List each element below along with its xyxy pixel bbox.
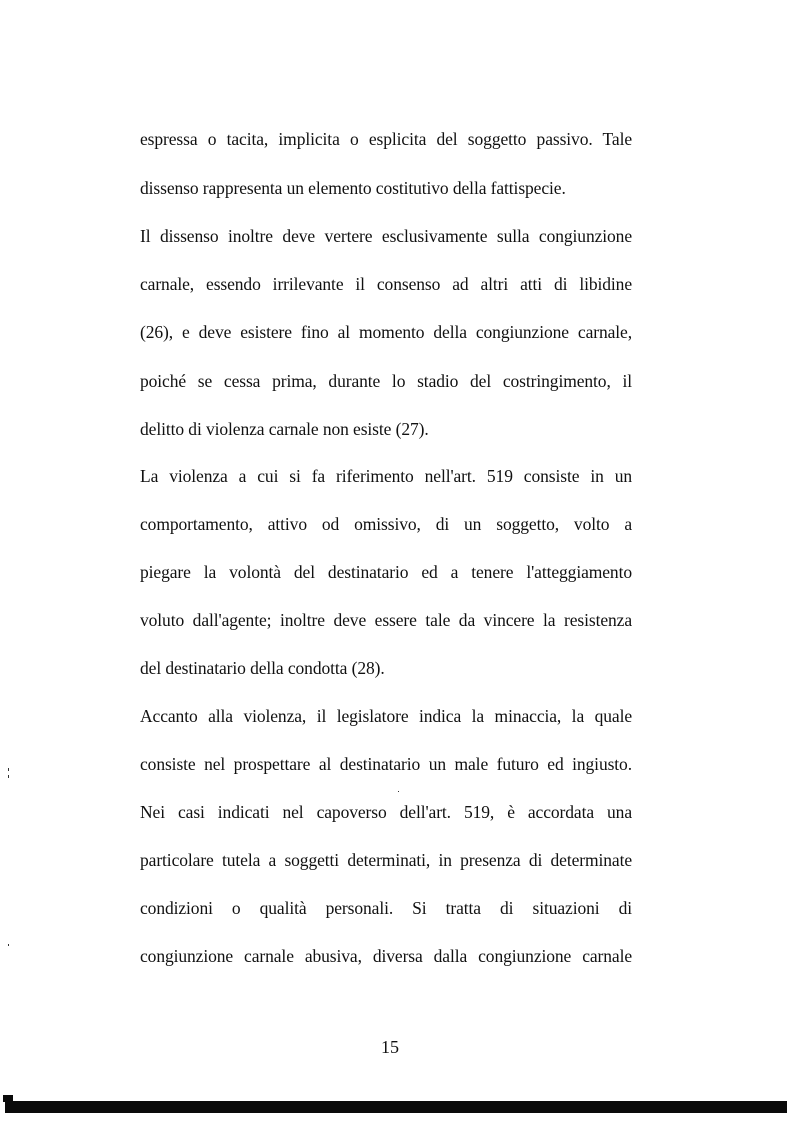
text-line-3: Il dissenso inoltre deve vertere esclusivamente sulla congiunzione xyxy=(140,226,632,246)
text-line-11: voluto dall'agente; inoltre deve essere tale da vincere la resistenza xyxy=(140,610,632,630)
page-number: 15 xyxy=(381,1037,399,1057)
text-line-18: congiunzione carnale abusiva, diversa dalla congiunzione carnale xyxy=(140,946,632,966)
text-line-5: (26), e deve esistere fino al momento della congiunzione carnale, xyxy=(140,322,632,342)
text-line-4: carnale, essendo irrilevante il consenso ad altri atti di libidine xyxy=(140,274,632,294)
text-line-12: del destinatario della condotta (28). xyxy=(140,658,385,678)
text-line-6: poiché se cessa prima, durante lo stadio del costringimento, il xyxy=(140,371,632,391)
text-line-17: condizioni o qualità personali. Si tratta di situazioni di xyxy=(140,898,632,918)
text-line-13: Accanto alla violenza, il legislatore indica la minaccia, la quale xyxy=(140,706,632,726)
text-line-9: comportamento, attivo od omissivo, di un soggetto, volto a xyxy=(140,514,632,534)
text-line-8: La violenza a cui si fa riferimento nell'art. 519 consiste in un xyxy=(140,466,632,486)
text-line-1: espressa o tacita, implicita o esplicita del soggetto passivo. Tale xyxy=(140,129,632,149)
scan-speck xyxy=(398,791,399,792)
scan-speck xyxy=(8,944,9,946)
scan-speck xyxy=(8,775,9,778)
text-line-16: particolare tutela a soggetti determinati, in presenza di determinate xyxy=(140,850,632,870)
text-line-15: Nei casi indicati nel capoverso dell'art. 519, è accordata una xyxy=(140,802,632,822)
text-line-10: piegare la volontà del destinatario ed a tenere l'atteggiamento xyxy=(140,562,632,582)
text-line-7: delitto di violenza carnale non esiste (27). xyxy=(140,419,429,439)
scan-bottom-border xyxy=(5,1101,787,1113)
scan-speck xyxy=(8,768,9,771)
text-line-2: dissenso rappresenta un elemento costitutivo della fattispecie. xyxy=(140,178,566,198)
text-line-14: consiste nel prospettare al destinatario un male futuro ed ingiusto. xyxy=(140,754,632,774)
